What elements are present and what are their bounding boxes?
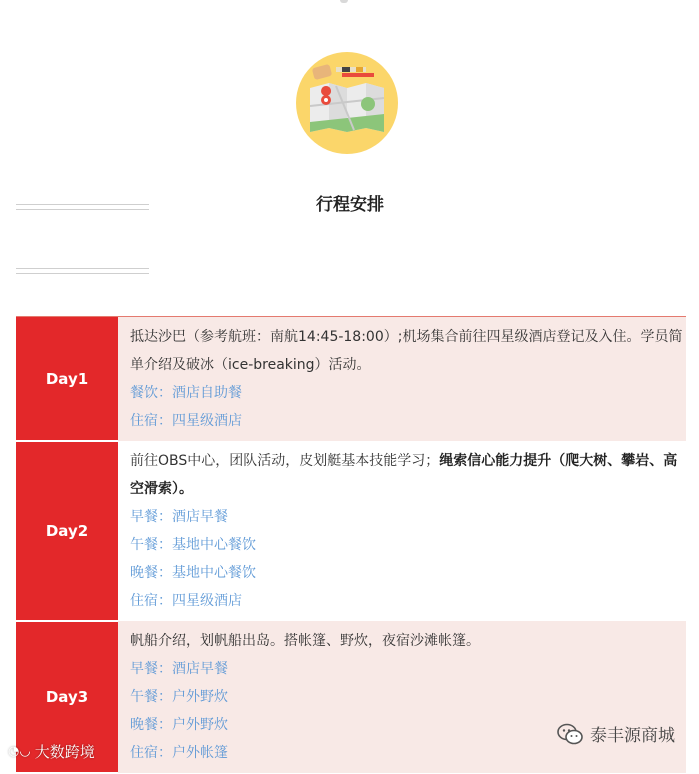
meal-detail: 晚餐：户外野炊: [130, 717, 228, 733]
meal-detail: 早餐：酒店早餐: [130, 661, 228, 677]
watermark-left-text: 大数跨境: [34, 743, 95, 761]
wechat-icon: [556, 722, 584, 746]
description-highlight: 绳索信心能力提升（爬大树、攀岩、高空滑索）。: [130, 453, 678, 497]
watermark-right: [556, 721, 675, 746]
day-description: [130, 447, 686, 503]
top-decoration: [340, 0, 348, 3]
meal-detail: 午餐：户外野炊: [130, 689, 228, 705]
meal-detail: 早餐：酒店早餐: [130, 509, 228, 525]
day-label: Day3: [16, 621, 118, 773]
lodging-detail: 住宿：户外帐篷: [130, 745, 228, 761]
divider: [16, 204, 149, 210]
meal-detail: 午餐：基地中心餐饮: [130, 537, 256, 553]
meal-detail: 晚餐：基地中心餐饮: [130, 565, 256, 581]
lodging-detail: 住宿：四星级酒店: [130, 413, 242, 429]
description-text: 前往OBS中心，团队活动，皮划艇基本技能学习；: [130, 453, 440, 469]
itinerary-table: [16, 316, 686, 774]
day-content: [118, 621, 686, 773]
table-row: [16, 441, 686, 621]
divider: [16, 268, 149, 274]
meal-detail: 餐饮：酒店自助餐: [130, 385, 242, 401]
watermark-left: [8, 741, 95, 762]
day-content: [118, 441, 686, 621]
table-row: [16, 621, 686, 773]
day-label: Day1: [16, 317, 118, 442]
watermark-right-text: 泰丰源商城: [590, 726, 675, 746]
map-icon: [296, 52, 398, 154]
section-title: 行程安排: [316, 195, 384, 215]
day-description: 帆船介绍，划帆船出岛。搭帐篷、野炊，夜宿沙滩帐篷。: [130, 633, 480, 649]
table-row: [16, 317, 686, 442]
weibo-icon: ◔◡: [8, 744, 31, 759]
day-description: 抵达沙巴（参考航班：南航14:45-18:00）;机场集合前往四星级酒店登记及入住。学员简单介绍及破冰（ice-breaking）活动。: [130, 329, 683, 373]
lodging-detail: 住宿：四星级酒店: [130, 593, 242, 609]
day-content: [118, 317, 686, 442]
day-label: Day2: [16, 441, 118, 621]
